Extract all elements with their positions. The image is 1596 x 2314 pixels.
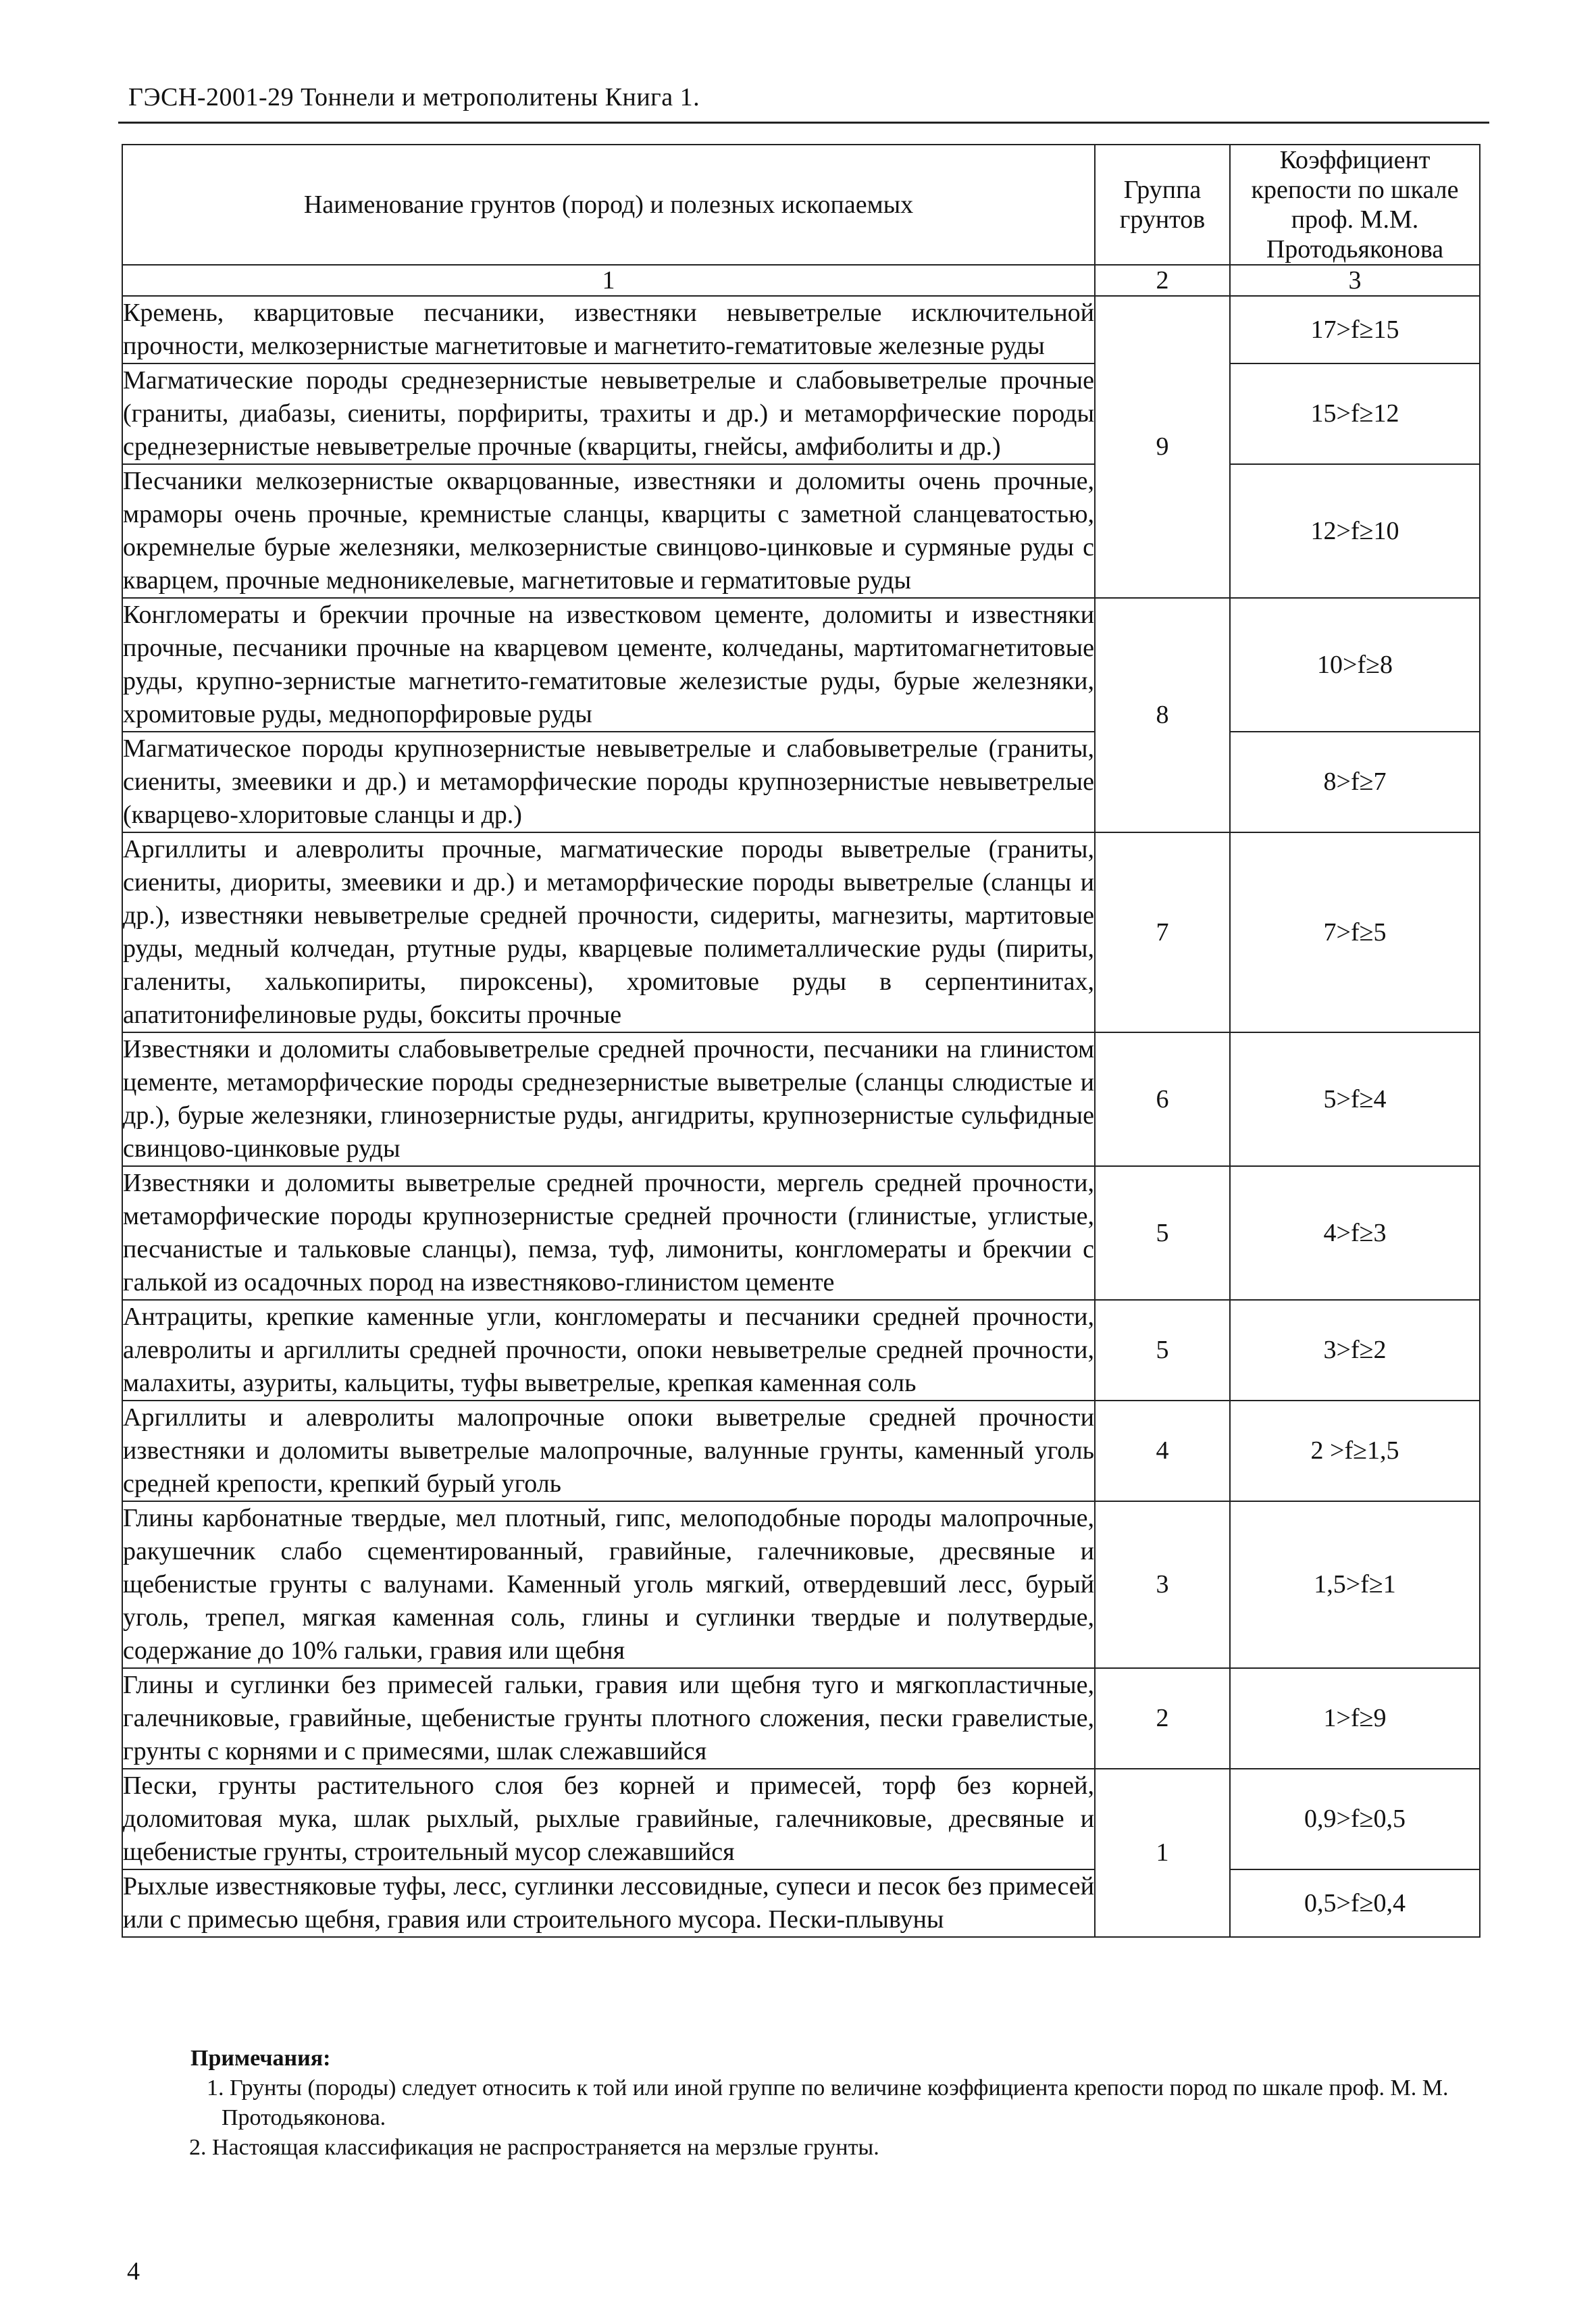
coefficient-cell: 12>f≥10 <box>1230 464 1480 598</box>
coefficient-cell: 7>f≥5 <box>1230 832 1480 1032</box>
table-row <box>122 1401 1480 1501</box>
coefficient-cell: 1,5>f≥1 <box>1230 1501 1480 1668</box>
coefficient-cell: 0,9>f≥0,5 <box>1230 1769 1480 1869</box>
soil-description: Магматические породы среднезернистые невыветрелые и слабовыветрелые прочные (граниты, диабазы, сиениты, порфириты, трахиты и др.) и метаморфические породы среднезернистые невыветрелые прочные (кварциты, гнейсы, амфиболиты и др.) <box>122 363 1095 464</box>
soil-description: Антрациты, крепкие каменные угли, конгломераты и песчаники средней прочности, алевролиты и аргиллиты средней прочности, опоки невыветрелые средней прочности, малахиты, азуриты, кальциты, туфы выветрелые, крепкая каменная соль <box>122 1300 1095 1401</box>
table-row <box>122 1769 1480 1869</box>
soil-description: Песчаники мелкозернистые окварцованные, известняки и доломиты очень прочные, мраморы очень прочные, кремнистые сланцы, кварциты с заметной сланцеватостью, окремнелые бурые железняки, мелкозернистые свинцово-цинковые и сурмяные руды с кварцем, прочные медноникелевые, магнетитовые и герматитовые руды <box>122 464 1095 598</box>
table-row <box>122 732 1480 832</box>
coefficient-cell: 10>f≥8 <box>1230 598 1480 732</box>
group-cell: 1 <box>1095 1769 1230 1937</box>
coefficient-cell: 8>f≥7 <box>1230 732 1480 832</box>
soil-description: Магматическое породы крупнозернистые невыветрелые и слабовыветрелые (граниты, сиениты, змеевики и др.) и метаморфические породы крупнозернистые невыветрелые (кварцево-хлоритовые сланцы и др.) <box>122 732 1095 832</box>
table-row <box>122 832 1480 1032</box>
group-cell: 4 <box>1095 1401 1230 1501</box>
coefficient-cell: 3>f≥2 <box>1230 1300 1480 1401</box>
soil-description: Конгломераты и брекчии прочные на известковом цементе, доломиты и известняки прочные, песчаники прочные на кварцевом цементе, колчеданы, мартитомагнетитовые руды, крупно-зернистые магнетито-гематитовые железистые руды, бурые железняки, хромитовые руды, меднопорфировые руды <box>122 598 1095 732</box>
table-row <box>122 363 1480 464</box>
table-row <box>122 1501 1480 1668</box>
soil-description: Аргиллиты и алевролиты малопрочные опоки выветрелые средней прочности известняки и доломиты выветрелые малопрочные, валунные грунты, каменный уголь средней крепости, крепкий бурый уголь <box>122 1401 1095 1501</box>
column-header-name: Наименование грунтов (пород) и полезных ископаемых <box>122 145 1095 265</box>
column-number: 2 <box>1095 265 1230 296</box>
column-number-row <box>122 265 1480 296</box>
document-header: ГЭСН-2001-29 Тоннели и метрополитены Книга 1. <box>128 83 700 111</box>
coefficient-cell: 17>f≥15 <box>1230 296 1480 363</box>
group-cell: 7 <box>1095 832 1230 1032</box>
table-row <box>122 464 1480 598</box>
coefficient-cell: 5>f≥4 <box>1230 1032 1480 1166</box>
group-cell: 6 <box>1095 1032 1230 1166</box>
coefficient-cell: 1>f≥9 <box>1230 1668 1480 1769</box>
group-cell: 3 <box>1095 1501 1230 1668</box>
soil-classification-table <box>122 144 1481 1938</box>
header-rule <box>118 122 1489 124</box>
group-cell: 2 <box>1095 1668 1230 1769</box>
table-row <box>122 1166 1480 1300</box>
table-header-row <box>122 145 1480 265</box>
soil-description: Известняки и доломиты слабовыветрелые средней прочности, песчаники на глинистом цементе, метаморфические породы среднезернистые выветрелые (сланцы слюдистые и др.), бурые железняки, глинозернистые руды, ангидриты, крупнозернистые сульфидные свинцово-цинковые руды <box>122 1032 1095 1166</box>
note-item: 1. Грунты (породы) следует относить к той или иной группе по величине коэффициента крепости пород по шкале проф. М. М. Протодьяконова. <box>207 2076 1449 2130</box>
soil-description: Кремень, кварцитовые песчаники, известняки невыветрелые исключительной прочности, мелкозернистые магнетитовые и магнетито-гематитовые железные руды <box>122 296 1095 363</box>
table-row <box>122 1668 1480 1769</box>
table-row <box>122 1032 1480 1166</box>
column-header-group: Группа грунтов <box>1095 145 1230 265</box>
soil-description: Известняки и доломиты выветрелые средней прочности, мергель средней прочности, метаморфические породы крупнозернистые средней прочности (глинистые, углистые, песчанистые и тальковые сланцы), пемза, туф, лимониты, конгломераты и брекчии с галькой из осадочных пород на известняково-глинистом цементе <box>122 1166 1095 1300</box>
table-row <box>122 598 1480 732</box>
coefficient-cell: 15>f≥12 <box>1230 363 1480 464</box>
group-cell: 5 <box>1095 1166 1230 1300</box>
note-item: 2. Настоящая классификация не распространяется на мерзлые грунты. <box>189 2135 879 2160</box>
soil-description: Глины карбонатные твердые, мел плотный, гипс, мелоподобные породы малопрочные, ракушечник слабо сцементированный, гравийные, галечниковые, дресвяные и щебенистые грунты с валунами. Каменный уголь мягкий, отвердевший лесс, бурый уголь, трепел, мягкая каменная соль, глины и суглинки твердые и полутвердые, содержание до 10% гальки, гравия или щебня <box>122 1501 1095 1668</box>
group-cell: 9 <box>1095 296 1230 598</box>
column-header-coefficient: Коэффициент крепости по шкале проф. М.М. Протодьяконова <box>1230 145 1480 265</box>
page-number: 4 <box>127 2257 140 2286</box>
group-cell: 5 <box>1095 1300 1230 1401</box>
column-number: 1 <box>122 265 1095 296</box>
group-cell: 8 <box>1095 598 1230 832</box>
notes-title: Примечания: <box>190 2046 331 2071</box>
table-row <box>122 1869 1480 1937</box>
coefficient-cell: 0,5>f≥0,4 <box>1230 1869 1480 1937</box>
soil-description: Глины и суглинки без примесей гальки, гравия или щебня туго и мягкопластичные, галечниковые, гравийные, щебенистые грунты плотного сложения, пески гравелистые, грунты с корнями и с примесями, шлак слежавшийся <box>122 1668 1095 1769</box>
table-row <box>122 1300 1480 1401</box>
soil-description: Аргиллиты и алевролиты прочные, магматические породы выветрелые (граниты, сиениты, диориты, змеевики и др.) и метаморфические породы выветрелые (сланцы и др.), известняки невыветрелые средней прочности, сидериты, магнезиты, мартитовые руды, медный колчедан, ртутные руды, кварцевые полиметаллические руды (пириты, галениты, халькопириты, пироксены), хромитовые руды в серпентинитах, апатитонифелиновые руды, бокситы прочные <box>122 832 1095 1032</box>
column-number: 3 <box>1230 265 1480 296</box>
coefficient-cell: 2 >f≥1,5 <box>1230 1401 1480 1501</box>
notes-section <box>189 2044 1499 2163</box>
soil-description: Рыхлые известняковые туфы, лесс, суглинки лессовидные, супеси и песок без примесей или с примесью щебня, гравия или строительного мусора. Пески-плывуны <box>122 1869 1095 1937</box>
soil-description: Пески, грунты растительного слоя без корней и примесей, торф без корней, доломитовая мука, шлак рыхлый, рыхлые гравийные, галечниковые, дресвяные и щебенистые грунты, строительный мусор слежавшийся <box>122 1769 1095 1869</box>
table-row <box>122 296 1480 363</box>
coefficient-cell: 4>f≥3 <box>1230 1166 1480 1300</box>
